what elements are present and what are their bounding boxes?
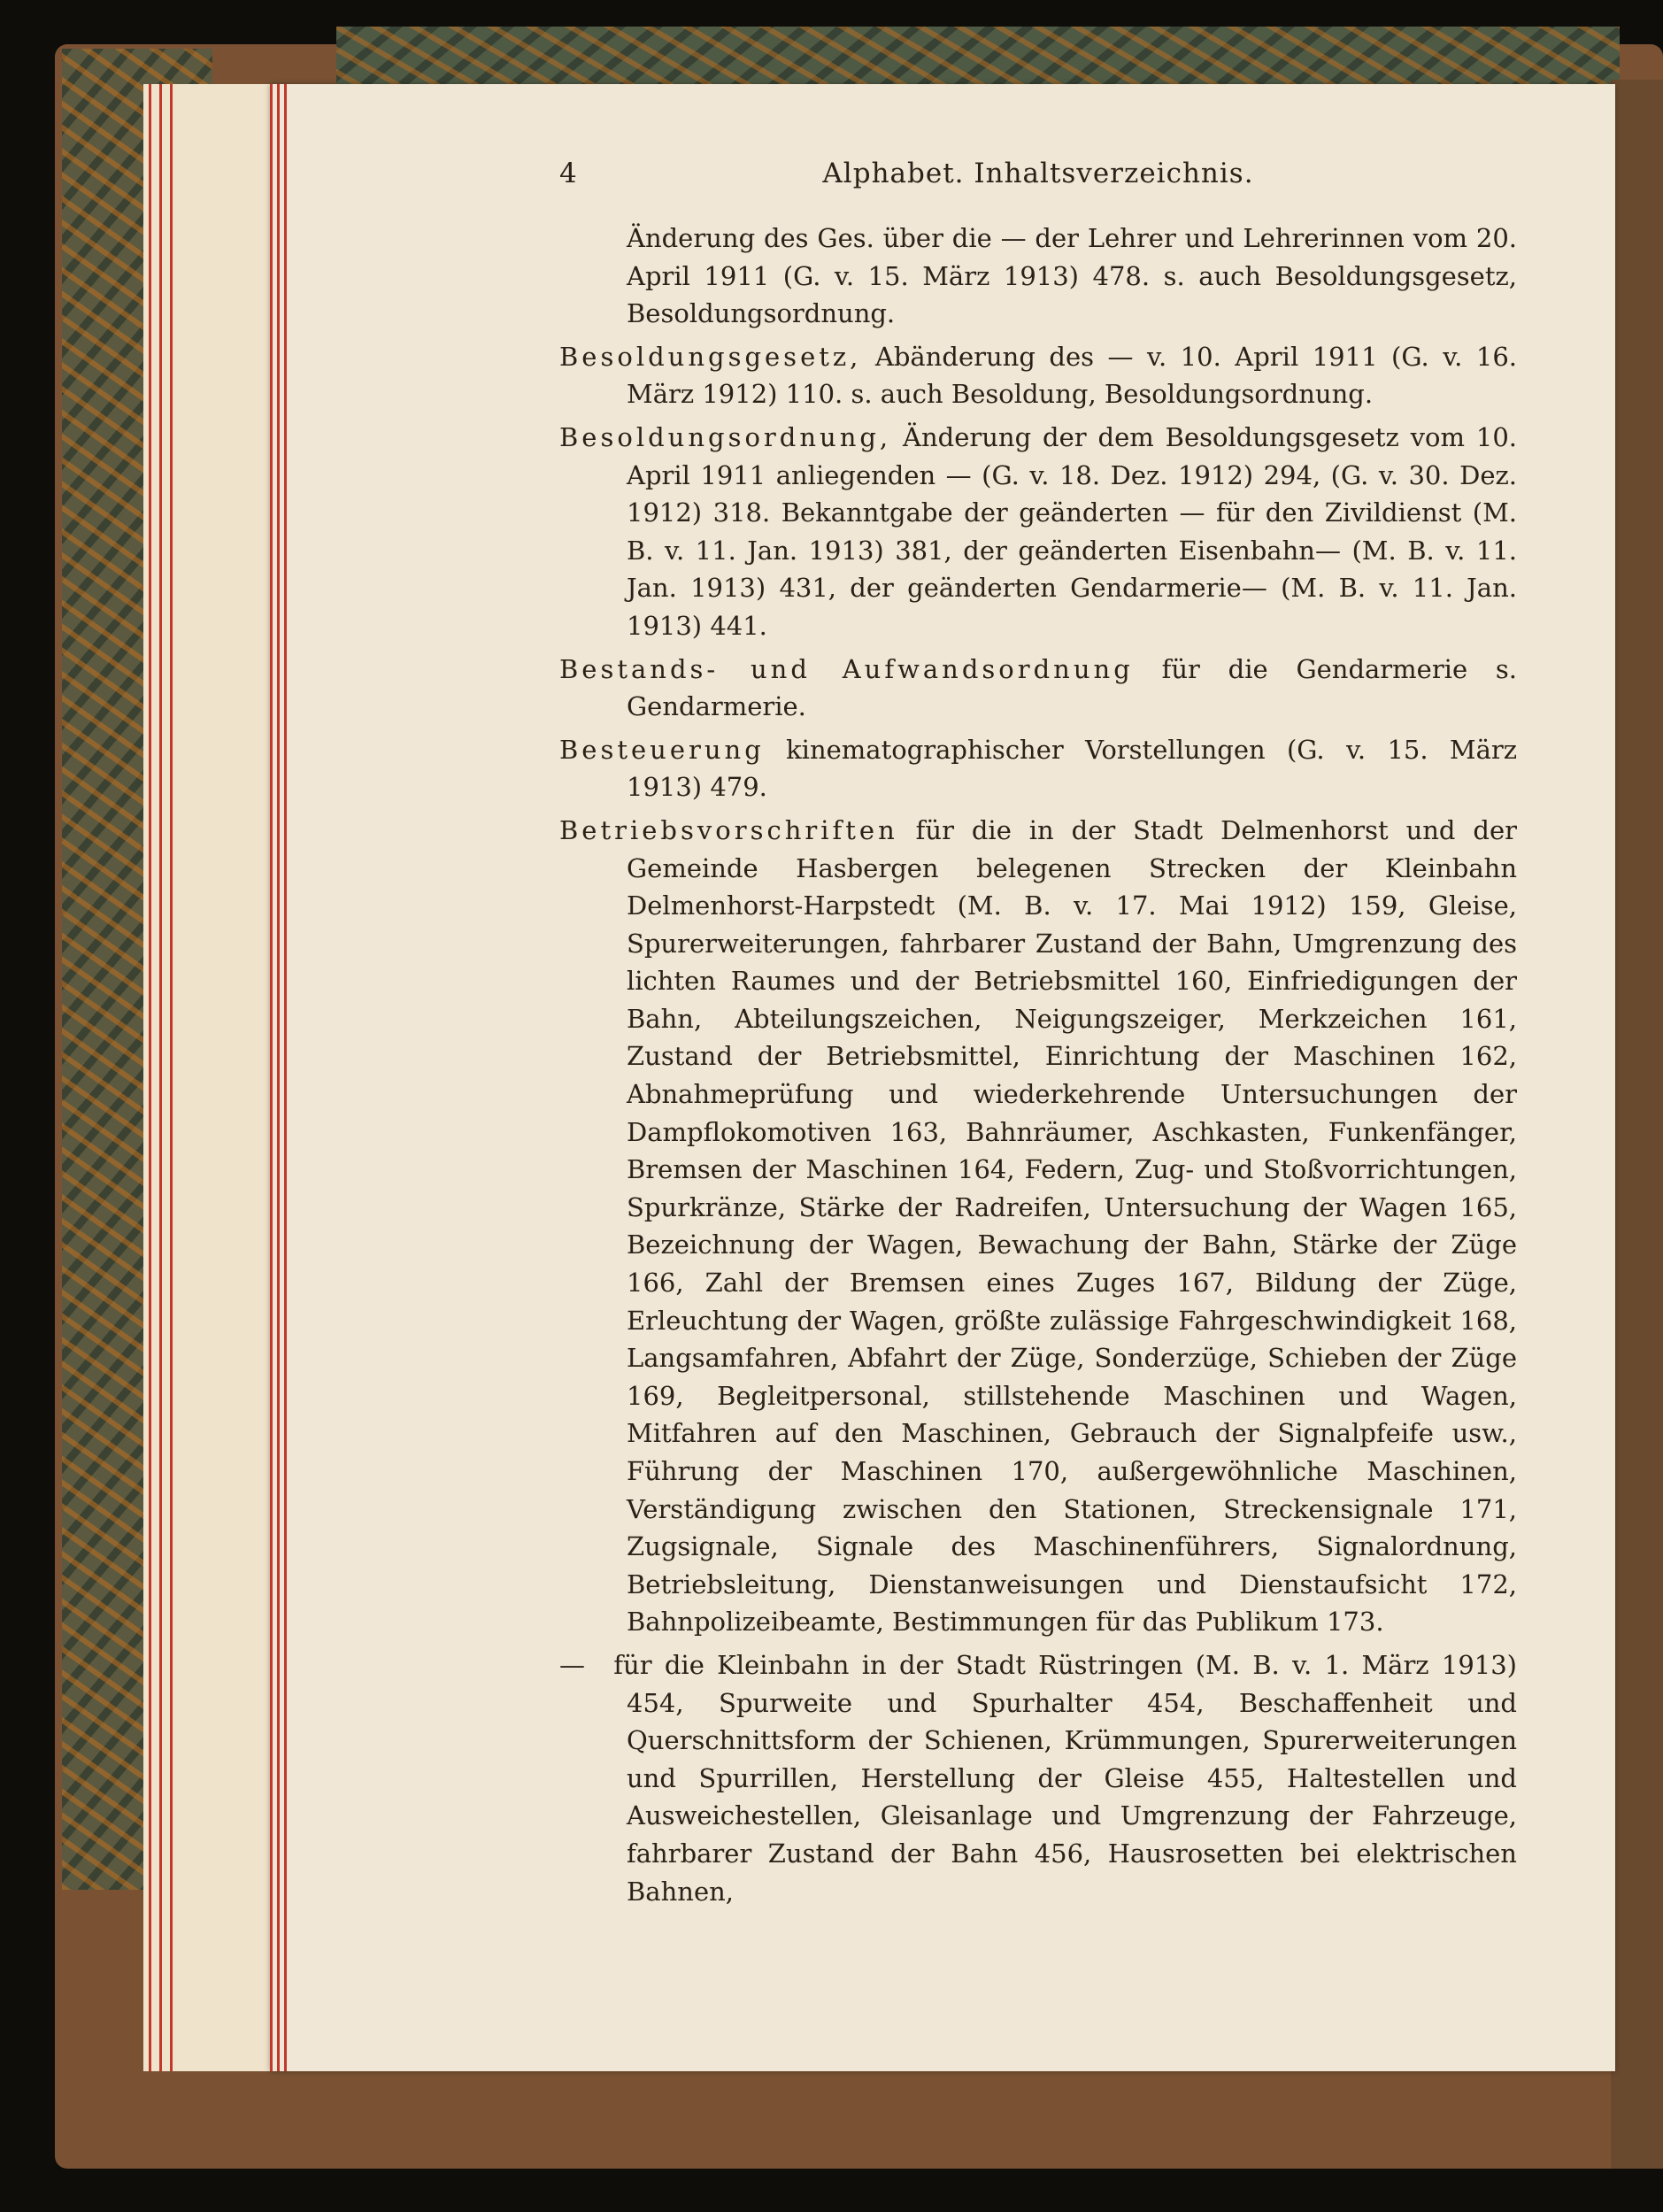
running-title: Alphabet. Inhaltsverzeichnis. (822, 158, 1254, 189)
index-entry (559, 651, 1517, 726)
page-header (559, 158, 1517, 197)
index-entry (559, 1646, 1517, 1910)
entry-text: für die Kleinbahn in der Stadt Rüstringen (M. B. v. 1. März 1913) 454, Spurweite und Spurhalter 454, Beschaffenheit und Querschnittsform der Schienen, Krümmungen, Spurerweiterungen und Spurrillen, Herstellung der Gleise 455, Haltestellen und Ausweichestellen, Gleisanlage und Umgrenzung der Fahrzeuge, fahrbarer Zustand der Bahn 456, Hausrosetten bei elektrischen Bahnen, (613, 1649, 1517, 1907)
entry-headword: Bestands- und Aufwandsordnung (559, 653, 1134, 684)
index-entry (559, 419, 1517, 645)
entry-headword: Besteuerung (559, 734, 765, 765)
book-spine-edge (1611, 80, 1663, 2169)
entry-headword: Besoldungsordnung, (559, 421, 892, 452)
entry-text: für die in der Stadt Delmenhorst und der Gemeinde Hasbergen belegenen Strecken der Kleinbahn Delmenhorst-Harpstedt (M. B. v. 17. Mai 1912) 159, Gleise, Spurerweiterungen, fahrbarer Zustand der Bahn, Umgrenzung des lichten Raumes und der Betriebsmittel 160, Einfriedigungen der Bahn, Abteilungszeichen, Neigungszeiger, Merkzeichen 161, Zustand der Betriebsmittel, Einrichtung der Maschinen 162, Abnahmeprüfung und wiederkehrende Untersuchungen der Dampflokomotiven 163, Bahnräumer, Aschkasten, Funkenfänger, Bremsen der Maschinen 164, Federn, Zug- und Stoßvorrichtungen, Spurkränze, Stärke der Radreifen, Untersuchung der Wagen 165, Bezeichnung der Wagen, Bewachung der Bahn, Stärke der Züge 166, Zahl der Bremsen eines Zuges 167, Bildung der Züge, Erleuchtung der Wagen, größte zulässige Fahrgeschwindigkeit 168, Langsamfahren, Abfahrt der Züge, Sonderzüge, Schieben der Züge 169, Begleitpersonal, stillstehende Maschinen und Wagen, Mitfahren auf den Maschinen, Gebrauch der Signalpfeife usw., Führung der Maschinen 170, außergewöhnliche Maschinen, Verständigung zwischen den Stationen, Streckensignale 171, Zugsignale, Signale des Maschinenführers, Signalordnung, Betriebsleitung, Dienstanweisungen und Dienstaufsicht 172, Bahnpolizeibeamte, Bestimmungen für das Publikum 173. (627, 814, 1517, 1638)
page-number: 4 (559, 158, 577, 189)
entry-text: Änderung der dem Besoldungsgesetz vom 10. April 1911 anliegenden — (G. v. 18. Dez. 1912) 294, (G. v. 30. Dez. 1912) 318. Bekanntgabe der geänderten — für den Zivildienst (M. B. v. 11. Jan. 1913) 381, der geänderten Eisenbahn— (M. B. v. 11. Jan. 1913) 431, der geänderten Gendarmerie— (M. B. v. 11. Jan. 1913) 441. (627, 421, 1518, 641)
entry-text: Änderung des Ges. über die — der Lehrer und Lehrerinnen vom 20. April 1911 (G. v. 15. März 1913) 478. s. auch Besoldungsgesetz, Besoldungsordnung. (627, 223, 1517, 329)
entry-text: kinematographischer Vorstellungen (G. v. 15. März 1913) 479. (627, 734, 1517, 803)
index-entry (559, 812, 1517, 1641)
index-entries (559, 220, 1517, 1915)
entry-text: Abänderung des — v. 10. April 1911 (G. v. 16. März 1912) 110. s. auch Besoldung, Besoldungsordnung. (627, 341, 1517, 410)
entry-headword: Besoldungsgesetz, (559, 341, 862, 372)
entry-text: für die Gendarmerie s. Gendarmerie. (627, 653, 1518, 722)
index-entry (559, 338, 1517, 413)
page-red-edge (270, 84, 291, 2071)
entry-dash: — (559, 1649, 585, 1680)
entry-headword: Betriebsvorschriften (559, 814, 898, 845)
index-entry (559, 731, 1517, 806)
index-entry (559, 220, 1517, 333)
